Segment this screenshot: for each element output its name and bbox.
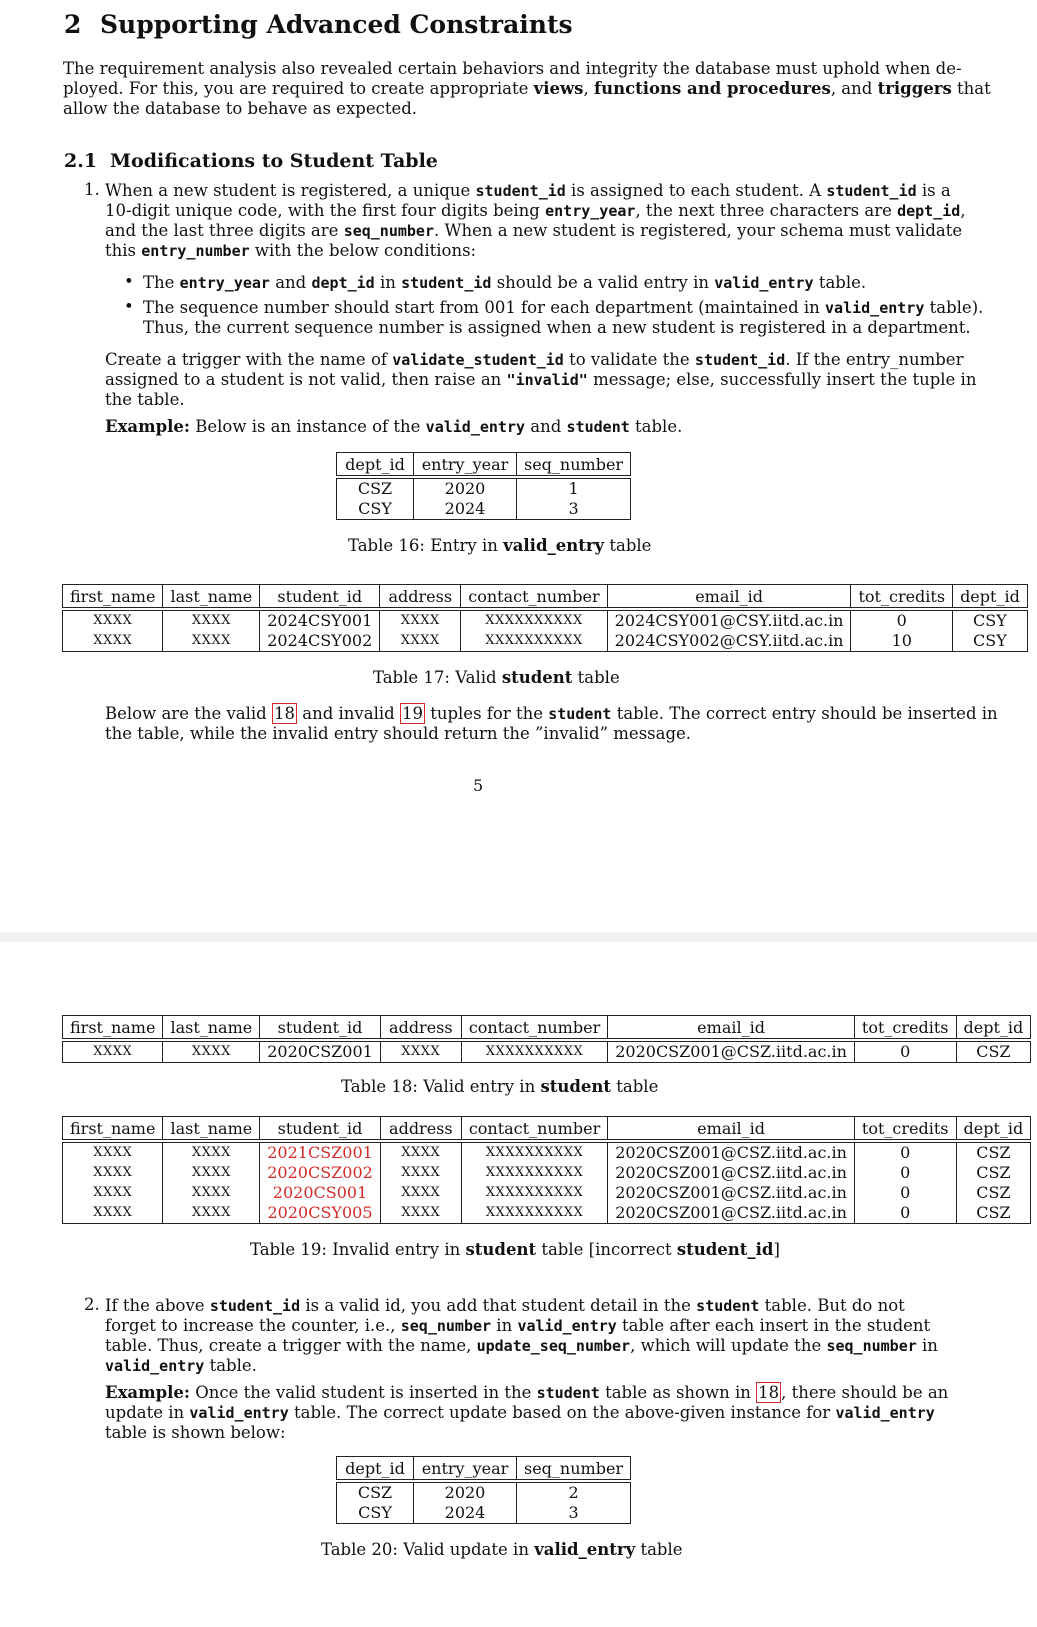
column-header-tot-credits: tot_credits — [851, 585, 953, 610]
table-cell-tot-credits: 0 — [854, 1183, 956, 1203]
functions-term: functions and procedures — [593, 79, 831, 98]
table-cell-student-id: 2020CSY005 — [260, 1203, 381, 1224]
table-cell-student-id: 2024CSY002 — [260, 631, 380, 652]
subsection-title: Modifications to Student Table — [110, 150, 438, 172]
column-header-address: address — [380, 1016, 461, 1041]
table-header-row — [63, 585, 1028, 610]
views-term: views — [533, 79, 584, 98]
item1-line-3: and the last three digits are seq_number. When a new student is registered, your schema must validate — [105, 221, 963, 240]
table-cell-email-id: 2020CSZ001@CSZ.iitd.ac.in — [608, 1141, 855, 1163]
table-cell-address: XXXX — [380, 631, 461, 652]
column-header-contact-number: contact_number — [461, 1016, 607, 1041]
table-cell-contact-number: XXXXXXXXXX — [461, 631, 607, 652]
page-2: first_name last_name student_id address contact_number email_id tot_credits dept_id XXXX XXXX 2020CSZ001 XXXX XXXXXXXXXX 2020CSZ001@CSZ.iitd.ac.in 0 CSZ Table 18: Valid entry in student table first_name last_name student_id address contact_number email_id tot_credits dept_id XXXX XXXX 2021CSZ001 XXXX XXXXXXXXXX 2020CSZ001@CSZ.iitd.ac.in 0 CSZ XXXX XXXX 2020CSZ002 XXXX XXXXXXXXXX 2020CSZ001@CSZ.iitd.ac.in 0 CSZ XXXX XXXX 2020CS001 XXXX XXXXXXXXXX 2020CSZ001@CSZ.iitd.ac.in 0 CSZ XXXX XXXX 2020CSY005 XXXX XXXXXXXXXX 2020CSZ001@CSZ.iitd.ac.in 0 CSZ Table 19: Invalid entry in student table [incorrect student_id] 2. If the above student_id is a valid id, you add that student detail in the student table. But do not forget to increase the counter, i.e., seq_number in valid_entry table after each insert in the student table. Thus, create a trigger with the name, update_seq_number, which will update the seq_number in valid_entry table. Example: Once the valid student is inserted in the student table as shown in 18 , there should be an update in valid_entry table. The correct update based on the above-given instance for valid_entry table is shown below: dept_id entry_year seq_number CSZ 2020 2 CSY 2024 3 Table 20: Valid update in valid_entry table — [0, 942, 1037, 1627]
table-cell-last-name: XXXX — [163, 1141, 260, 1163]
table-cell-dept-id: CSY — [337, 499, 414, 520]
table-row — [337, 1503, 631, 1524]
column-header-dept-id: dept_id — [956, 1117, 1031, 1142]
table-row — [63, 1141, 1031, 1163]
intro-line-1: The requirement analysis also revealed certain behaviors and integrity the database must uphold when de- — [63, 59, 962, 78]
item1-line-1: When a new student is registered, a unique student_id is assigned to each student. A student_id is a — [105, 181, 951, 200]
table-cell-seq-number: 2 — [517, 1481, 631, 1503]
table-cell-seq-number: 3 — [517, 1503, 631, 1524]
column-header-seq-number: seq_number — [517, 453, 631, 478]
column-header-first-name: first_name — [63, 585, 163, 610]
table-19-caption: Table 19: Invalid entry in student table [incorrect student_id] — [250, 1240, 780, 1259]
item-2-number: 2. — [84, 1295, 100, 1314]
item1-line-4: this entry_number with the below conditions: — [105, 241, 477, 260]
page-number: 5 — [473, 776, 484, 795]
table-18-caption: Table 18: Valid entry in student table — [341, 1077, 659, 1096]
table-row — [63, 1040, 1031, 1063]
table-cell-tot-credits: 0 — [854, 1203, 956, 1224]
table-cell-student-id: 2024CSY001 — [260, 609, 380, 631]
section-number: 2 — [64, 10, 82, 39]
column-header-entry-year: entry_year — [414, 1457, 517, 1482]
triggers-term: triggers — [877, 79, 952, 98]
table-cell-entry-year: 2024 — [414, 499, 517, 520]
table-cell-address: XXXX — [380, 1203, 461, 1224]
column-header-student-id: student_id — [260, 1117, 381, 1142]
column-header-first-name: first_name — [63, 1016, 163, 1041]
validate-trigger-name: validate_student_id — [392, 351, 564, 369]
table-cell-dept-id: CSY — [953, 609, 1028, 631]
item1-line-2: 10-digit unique code, with the first four digits being entry_year, the next three characters are dept_id, — [105, 201, 966, 220]
ref-table-18-link-2[interactable]: 18 — [758, 1383, 780, 1402]
table-cell-dept-id: CSZ — [956, 1040, 1031, 1063]
table-row — [63, 631, 1028, 652]
table-18-valid-entry-student — [62, 1015, 1031, 1063]
table-cell-first-name: XXXX — [63, 1183, 163, 1203]
item-1-number: 1. — [84, 180, 100, 199]
column-header-contact-number: contact_number — [461, 585, 607, 610]
table-cell-student-id: 2021CSZ001 — [260, 1141, 381, 1163]
table-cell-address: XXXX — [380, 609, 461, 631]
table-row — [63, 1183, 1031, 1203]
update-trigger-name: update_seq_number — [476, 1337, 631, 1355]
table-header-row — [63, 1117, 1031, 1142]
page-1: 2 Supporting Advanced Constraints The requirement analysis also revealed certain behaviors and integrity the database must uphold when de- ployed. For this, you are required to create appropriate views, functions and procedures, and triggers that allow the database to behave as expected. 2.1 Modifications to Student Table 1. When a new student is registered, a unique student_id is assigned to each student. A student_id is a 10-digit unique code, with the first four digits being entry_year, the next three characters are dept_id, and the last three digits are seq_number. When a new student is registered, your schema must validate this entry_number with the below conditions: • The entry_year and dept_id in student_id should be a valid entry in valid_entry table. • The sequence number should start from 001 for each department (maintained in valid_entry table). Thus, the current sequence number is assigned when a new student is registered in a department. Create a trigger with the name of validate_student_id to validate the student_id. If the entry_number assigned to a student is not valid, then raise an "invalid" message; else, successfully insert the tuple in the table. Example: Below is an instance of the valid_entry and student table. dept_id entry_year seq_number CSZ 2020 1 CSY 2024 3 Table 16: Entry in valid_entry table first_name last_name student_id address contact_number email_id tot_credits dept_id XXXX XXXX 2024CSY001 XXXX XXXXXXXXXX 2024CSY001@CSY.iitd.ac.in 0 CSY XXXX XXXX 2024CSY002 XXXX XXXXXXXXXX 2024CSY002@CSY.iitd.ac.in 10 CSY Table 17: Valid student table Below are the valid 18 and invalid 19 tuples for the student table. The correct entry should be inserted in the table, while the invalid entry should return the ”invalid” message. 5 — [0, 0, 1037, 932]
table-cell-student-id: 2020CSZ001 — [260, 1040, 381, 1063]
table-16-caption: Table 16: Entry in valid_entry table — [348, 536, 652, 555]
table-cell-first-name: XXXX — [63, 631, 163, 652]
table-cell-dept-id: CSY — [337, 1503, 414, 1524]
ref-table-18-link[interactable]: 18 — [274, 704, 295, 723]
table-cell-entry-year: 2020 — [414, 477, 517, 499]
column-header-email-id: email_id — [608, 1117, 855, 1142]
table-cell-last-name: XXXX — [163, 609, 260, 631]
subsection-number: 2.1 — [64, 150, 98, 172]
column-header-dept-id: dept_id — [337, 453, 414, 478]
column-header-email-id: email_id — [608, 1016, 855, 1041]
column-header-student-id: student_id — [260, 585, 380, 610]
table-cell-first-name: XXXX — [63, 609, 163, 631]
column-header-tot-credits: tot_credits — [854, 1117, 956, 1142]
table-row — [337, 477, 631, 499]
table-cell-dept-id: CSZ — [956, 1163, 1031, 1183]
table-cell-entry-year: 2024 — [414, 1503, 517, 1524]
table-cell-dept-id: CSZ — [337, 477, 414, 499]
table-cell-tot-credits: 0 — [854, 1040, 956, 1063]
table-row — [63, 609, 1028, 631]
column-header-dept-id: dept_id — [337, 1457, 414, 1482]
column-header-address: address — [380, 1117, 461, 1142]
table-cell-address: XXXX — [380, 1040, 461, 1063]
table-header-row — [337, 453, 631, 478]
table-row — [337, 1481, 631, 1503]
table-cell-email-id: 2020CSZ001@CSZ.iitd.ac.in — [608, 1040, 855, 1063]
table-cell-tot-credits: 0 — [854, 1141, 956, 1163]
table-cell-seq-number: 1 — [517, 477, 631, 499]
column-header-dept-id: dept_id — [953, 585, 1028, 610]
table-cell-contact-number: XXXXXXXXXX — [461, 1141, 607, 1163]
intro-line-2: ployed. For this, you are required to create appropriate views, functions and procedures, and triggers that — [63, 79, 991, 98]
table-cell-contact-number: XXXXXXXXXX — [461, 1183, 607, 1203]
table-cell-last-name: XXXX — [163, 1203, 260, 1224]
table-cell-dept-id: CSZ — [956, 1141, 1031, 1163]
table-cell-contact-number: XXXXXXXXXX — [461, 1203, 607, 1224]
table-header-row — [63, 1016, 1031, 1041]
table-cell-first-name: XXXX — [63, 1163, 163, 1183]
table-cell-dept-id: CSZ — [956, 1183, 1031, 1203]
table-cell-tot-credits: 0 — [854, 1163, 956, 1183]
table-cell-address: XXXX — [380, 1183, 461, 1203]
column-header-first-name: first_name — [63, 1117, 163, 1142]
table-cell-email-id: 2020CSZ001@CSZ.iitd.ac.in — [608, 1163, 855, 1183]
ref-table-19-link[interactable]: 19 — [401, 704, 423, 723]
subsection-heading — [64, 150, 438, 172]
table-cell-dept-id: CSY — [953, 631, 1028, 652]
section-title: Supporting Advanced Constraints — [100, 10, 573, 39]
column-header-last-name: last_name — [163, 1117, 260, 1142]
column-header-student-id: student_id — [260, 1016, 381, 1041]
table-17-valid-student — [62, 584, 1028, 652]
table-cell-first-name: XXXX — [63, 1141, 163, 1163]
table-20-valid-update — [336, 1456, 631, 1524]
column-header-email-id: email_id — [607, 585, 851, 610]
table-cell-dept-id: CSZ — [337, 1481, 414, 1503]
table-cell-address: XXXX — [380, 1141, 461, 1163]
table-cell-entry-year: 2020 — [414, 1481, 517, 1503]
table-cell-email-id: 2020CSZ001@CSZ.iitd.ac.in — [608, 1203, 855, 1224]
table-cell-first-name: XXXX — [63, 1203, 163, 1224]
table-row — [63, 1203, 1031, 1224]
table-row — [337, 499, 631, 520]
table-cell-email-id: 2024CSY001@CSY.iitd.ac.in — [607, 609, 851, 631]
table-cell-last-name: XXXX — [163, 1163, 260, 1183]
table-cell-contact-number: XXXXXXXXXX — [461, 609, 607, 631]
column-header-contact-number: contact_number — [461, 1117, 607, 1142]
table-cell-dept-id: CSZ — [956, 1203, 1031, 1224]
table-cell-email-id: 2024CSY002@CSY.iitd.ac.in — [607, 631, 851, 652]
table-17-caption: Table 17: Valid student table — [373, 668, 620, 687]
column-header-address: address — [380, 585, 461, 610]
table-row — [63, 1163, 1031, 1183]
column-header-last-name: last_name — [163, 1016, 260, 1041]
table-cell-student-id: 2020CS001 — [260, 1183, 381, 1203]
section-heading — [64, 10, 573, 39]
table-cell-address: XXXX — [380, 1163, 461, 1183]
table-cell-last-name: XXXX — [163, 1183, 260, 1203]
table-cell-contact-number: XXXXXXXXXX — [461, 1163, 607, 1183]
table-cell-last-name: XXXX — [163, 1040, 260, 1063]
column-header-seq-number: seq_number — [517, 1457, 631, 1482]
column-header-entry-year: entry_year — [414, 453, 517, 478]
table-cell-first-name: XXXX — [63, 1040, 163, 1063]
table-cell-last-name: XXXX — [163, 631, 260, 652]
bullet-2-marker: • — [124, 297, 134, 316]
intro-line-3: allow the database to behave as expected. — [63, 99, 418, 118]
table-cell-student-id: 2020CSZ002 — [260, 1163, 381, 1183]
table-cell-email-id: 2020CSZ001@CSZ.iitd.ac.in — [608, 1183, 855, 1203]
table-cell-contact-number: XXXXXXXXXX — [461, 1040, 607, 1063]
table-cell-tot-credits: 10 — [851, 631, 953, 652]
column-header-tot-credits: tot_credits — [854, 1016, 956, 1041]
table-16-valid-entry — [336, 452, 631, 520]
table-cell-seq-number: 3 — [517, 499, 631, 520]
table-header-row — [337, 1457, 631, 1482]
column-header-dept-id: dept_id — [956, 1016, 1031, 1041]
table-20-caption: Table 20: Valid update in valid_entry table — [321, 1540, 683, 1559]
table-19-invalid-entry-student — [62, 1116, 1031, 1224]
table-cell-tot-credits: 0 — [851, 609, 953, 631]
column-header-last-name: last_name — [163, 585, 260, 610]
bullet-1-marker: • — [124, 272, 134, 291]
